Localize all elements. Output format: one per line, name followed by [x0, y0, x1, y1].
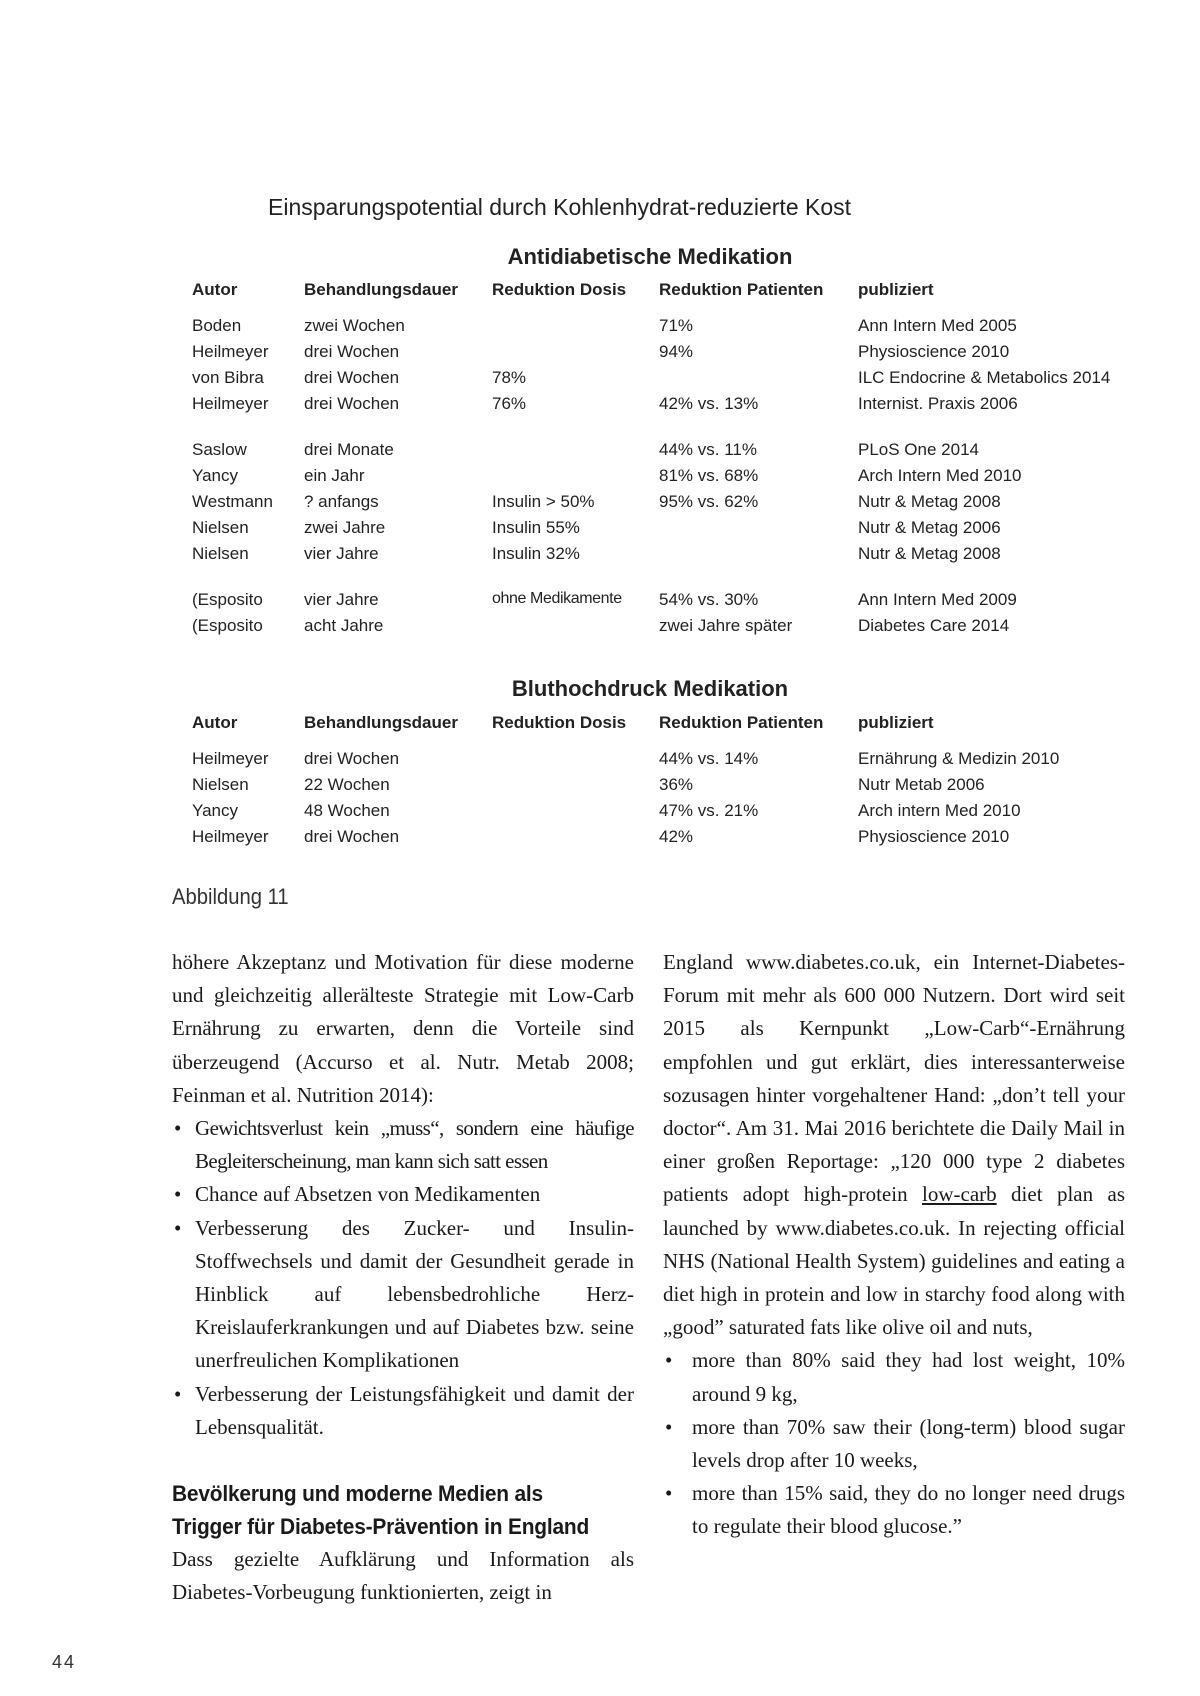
cell: Nielsen: [192, 775, 249, 794]
cell: Physioscience 2010: [858, 827, 1010, 846]
list-item: • Gewichtsverlust kein „muss“, sondern eine häufige Begleiterscheinung, man kann sich satt essen: [172, 1112, 634, 1178]
header-reduktion-patienten: Reduktion Patienten: [659, 713, 824, 732]
cell: drei Wochen: [304, 827, 400, 846]
list-item: • more than 80% said they had lost weight, 10% around 9 kg,: [663, 1344, 1125, 1410]
cell: Heilmeyer: [192, 394, 269, 413]
right-text-column: [663, 946, 1125, 1544]
cell: 44% vs. 14%: [659, 749, 759, 768]
list-item: • Chance auf Absetzen von Medikamenten: [172, 1178, 634, 1211]
cell: Nielsen: [192, 518, 249, 537]
list-item: • Verbesserung des Zucker- und Insulin-Stoffwechsels und damit der Gesundheit gerade in Hinblick auf lebensbedrohliche Herz-Kreislauferkrankungen und auf Diabetes bzw. seine unerfreulichen Komplikationen: [172, 1212, 634, 1378]
england-paragraph: [663, 946, 1125, 1344]
cell: Yancy: [192, 466, 238, 485]
cell: Heilmeyer: [192, 749, 269, 768]
cell: zwei Wochen: [304, 316, 405, 335]
section-title-antidiabetic: [0, 244, 1200, 270]
cell: zwei Jahre: [304, 518, 386, 537]
cell: drei Monate: [304, 440, 394, 459]
header-autor: Autor: [192, 280, 238, 299]
benefits-list: [172, 1112, 634, 1444]
cell: Arch Intern Med 2010: [858, 466, 1022, 485]
cell: 44% vs. 11%: [659, 440, 757, 459]
cell: (Esposito: [192, 616, 263, 635]
cell: Insulin 55%: [492, 518, 580, 537]
cell: 47% vs. 21%: [659, 801, 759, 820]
cell: 78%: [492, 368, 527, 387]
cell: Insulin 32%: [492, 544, 580, 563]
cell: Internist. Praxis 2006: [858, 394, 1018, 413]
cell: 95% vs. 62%: [659, 492, 759, 511]
list-item: • more than 70% saw their (long-term) blood sugar levels drop after 10 weeks,: [663, 1411, 1125, 1477]
cell: Ernährung & Medizin 2010: [858, 749, 1060, 768]
low-carb-link[interactable]: low-carb: [922, 1182, 997, 1207]
figure-caption: Abbildung 11: [172, 884, 289, 909]
cell: drei Wochen: [304, 368, 400, 387]
cell: Nutr & Metag 2006: [858, 518, 1001, 537]
cell: ? anfangs: [304, 492, 379, 511]
header-reduktion-dosis: Reduktion Dosis: [492, 280, 627, 299]
cell: ohne Medikamente: [492, 590, 622, 607]
cell: Yancy: [192, 801, 238, 820]
left-text-column: [172, 946, 634, 1609]
cell: Nutr Metab 2006: [858, 775, 985, 794]
cell-insulin-ge-50: Insulin > 50%: [492, 492, 595, 511]
cell: 22 Wochen: [304, 775, 390, 794]
list-item: • more than 15% said, they do no longer need drugs to regulate their blood glucose.”: [663, 1477, 1125, 1543]
cell: 71%: [659, 316, 694, 335]
cell: Nielsen: [192, 544, 249, 563]
cell: zwei Jahre später: [659, 616, 793, 635]
cell: drei Wochen: [304, 749, 400, 768]
cell: drei Wochen: [304, 394, 400, 413]
results-list: [663, 1344, 1125, 1543]
cell: 76%: [492, 394, 527, 413]
section-title-text: Bluthochdruck Medikation: [511, 676, 789, 701]
cell: 48 Wochen: [304, 801, 390, 820]
cell: Nutr & Metag 2008: [858, 544, 1001, 563]
cell: acht Jahre: [304, 616, 384, 635]
cell: Heilmeyer: [192, 827, 269, 846]
list-item: • Verbesserung der Leistungsfähigkeit und damit der Lebensqualität.: [172, 1378, 634, 1444]
cell: Heilmeyer: [192, 342, 269, 361]
header-publiziert: publiziert: [858, 713, 934, 732]
cell: 42% vs. 13%: [659, 394, 759, 413]
cell: 54% vs. 30%: [659, 590, 759, 609]
header-reduktion-patienten: Reduktion Patienten: [659, 280, 824, 299]
cell: Arch intern Med 2010: [858, 801, 1021, 820]
cell: vier Jahre: [304, 590, 379, 609]
header-reduktion-dosis: Reduktion Dosis: [492, 713, 627, 732]
cell: 42%: [659, 827, 694, 846]
cell: Westmann: [192, 492, 273, 511]
header-behandlungsdauer: Behandlungsdauer: [304, 713, 458, 732]
cell: Nutr & Metag 2008: [858, 492, 1001, 511]
intro-paragraph: höhere Akzeptanz und Motivation für diese moderne und gleichzeitig allerälteste Strategie mit Low-Carb Ernährung zu erwarten, denn die Vorteile sind überzeugend (Accurso et al. Nutr. Metab 2008; Feinman et al. Nutrition 2014):: [172, 950, 634, 1107]
header-publiziert: publiziert: [858, 280, 934, 299]
cell: PLoS One 2014: [858, 440, 979, 459]
cell: Saslow: [192, 440, 247, 459]
section-title-text: Antidiabetische Medikation: [507, 244, 793, 269]
cell: Diabetes Care 2014: [858, 616, 1010, 635]
cell: ein Jahr: [304, 466, 365, 485]
cell: Ann Intern Med 2005: [858, 316, 1017, 335]
paragraph-text: diet plan as launched by www.diabetes.co.uk. In rejecting official NHS (National Health System) guidelines and eating a diet high in protein and low in starchy food along with „good” saturated fats like olive oil and nuts,: [663, 1182, 1125, 1340]
cell: Physioscience 2010: [858, 342, 1010, 361]
cell: ILC Endocrine & Metabolics 2014: [858, 368, 1111, 387]
heading-paragraph: Dass gezielte Aufklärung und Information als Diabetes-Vorbeugung funktionierten, zeigt in: [172, 1547, 634, 1605]
header-behandlungsdauer: Behandlungsdauer: [304, 280, 458, 299]
cell: 36%: [659, 775, 694, 794]
cell: vier Jahre: [304, 544, 379, 563]
cell: drei Wochen: [304, 342, 400, 361]
cell: Boden: [192, 316, 242, 335]
paragraph-text: England www.diabetes.co.uk, ein Internet-Diabetes-Forum mit mehr als 600 000 Nutzern. Dort wird seit 2015 als Kernpunkt „Low-Carb“-Ernährung empfohlen und gut erklärt, dies interessanterweise sozusagen hinter vorgehaltener Hand: „don’t tell your doctor“. Am 31. Mai 2016 berichtete die Daily Mail in einer großen Reportage: „120 000 type 2 diabetes patients adopt high-protein: [663, 950, 1125, 1207]
cell: 81% vs. 68%: [659, 466, 759, 485]
cell: von Bibra: [192, 368, 264, 387]
section-heading: Bevölkerung und moderne Medien als Trigger für Diabetes-Prävention in England: [172, 1481, 590, 1540]
figure-title: Einsparungspotential durch Kohlenhydrat-reduzierte Kost: [268, 194, 852, 220]
cell: 94%: [659, 342, 694, 361]
page-number: 44: [52, 1652, 77, 1672]
cell: Ann Intern Med 2009: [858, 590, 1017, 609]
header-autor: Autor: [192, 713, 238, 732]
cell: (Esposito: [192, 590, 263, 609]
section-title-bluthochdruck: [0, 676, 1200, 702]
